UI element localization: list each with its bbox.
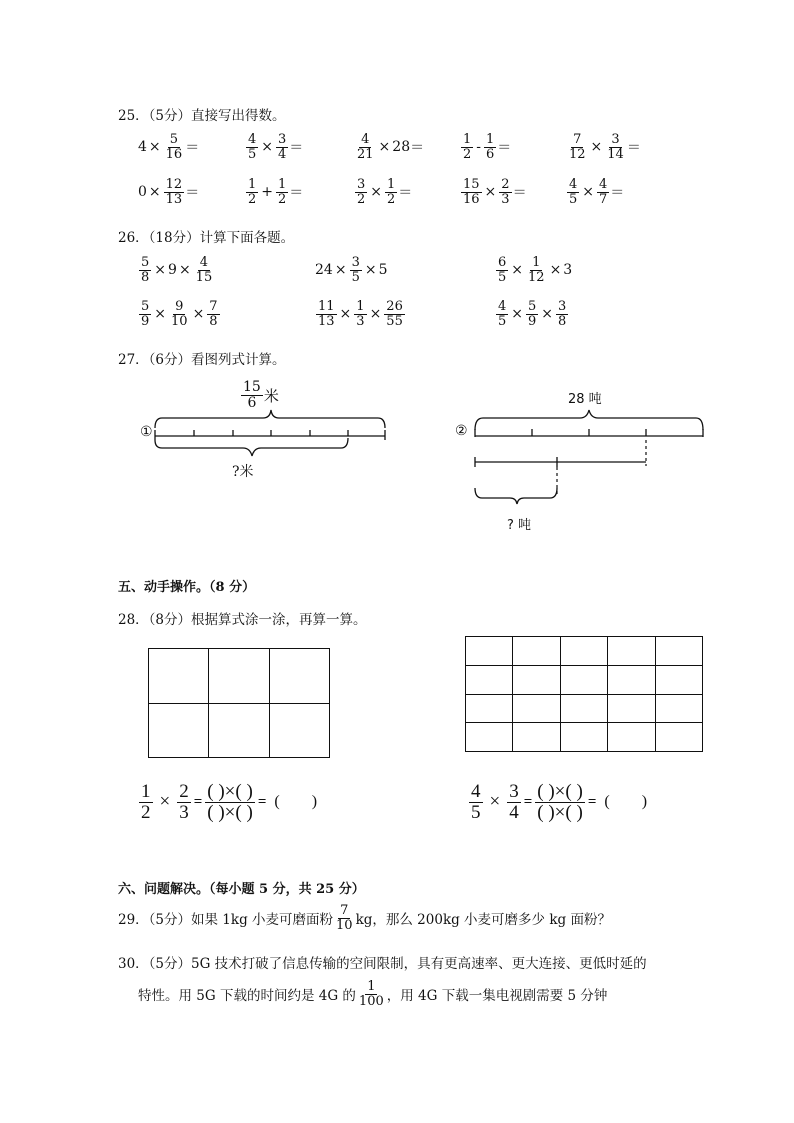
grid-cell[interactable] [466,665,513,694]
grid-cell[interactable] [466,694,513,723]
grid-cell[interactable] [269,703,329,758]
grid-cell[interactable] [655,637,702,666]
grid-cell[interactable] [655,665,702,694]
section5-title: 五、动手操作。（8 分） [118,580,256,595]
grid-2x3[interactable] [148,648,330,758]
grid-cell[interactable] [608,637,655,666]
grid-cell[interactable] [149,703,209,758]
grid-cell[interactable] [655,694,702,723]
grid-cell[interactable] [513,723,560,752]
grid-cell[interactable] [560,723,607,752]
grid-cell[interactable] [513,694,560,723]
q25-expr: $\frac{4}{5}$ × $\frac{3}{4}$ ＝ [248,132,304,162]
q26-expr: 24 × $\frac{3}{5}$ × 5 [315,255,388,285]
grid-cell[interactable] [608,665,655,694]
q26-expr: $\frac{11}{13}$ × $\frac{1}{3}$ × $\frac{26}{55}$ [318,299,403,329]
grid-cell[interactable] [209,703,269,758]
answer-blank[interactable]: ( ) [604,793,648,811]
grid-cell[interactable] [608,723,655,752]
q29: 29．（5分）如果 1kg 小麦可磨面粉 7 10 kg，那么 200kg 小麦可磨多少 kg 面粉？ [118,903,611,933]
q25-expr: $\frac{7}{12}$ × $\frac{3}{14}$ ＝ [569,132,641,162]
q26-expr: $\frac{5}{9}$ × $\frac{9}{10}$ × $\frac{7}{8}$ [141,299,218,329]
grid-cell[interactable] [513,665,560,694]
grid-4x5[interactable] [465,636,703,752]
q25-expr: 1 2 + $\frac{1}{2}$ ＝ [248,177,304,207]
q25-expr: $\frac{15}{16}$ × $\frac{2}{3}$ ＝ [463,177,527,207]
q25-expr: $\frac{4}{5}$ × $\frac{4}{7}$ ＝ [569,177,625,207]
grid-cell[interactable] [560,694,607,723]
q25-header: 25．（5分）直接写出得数。 [118,108,286,124]
q28-header: 28．（8分）根据算式涂一涂，再算一算。 [118,612,367,628]
grid-cell[interactable] [513,637,560,666]
q25-expr: $\frac{4}{21}$ × 28 ＝ [357,132,425,162]
answer-blank[interactable]: ( ) [274,793,318,811]
q26-expr: $\frac{6}{5}$ × $\frac{1}{12}$ × 3 [498,255,573,285]
q25-expr: 0 × $\frac{12}{13}$ ＝ [138,177,200,207]
grid-cell[interactable] [149,649,209,704]
q30-line1: 30．（5分）5G 技术打破了信息传输的空间限制，具有更高速率、更大连接、更低时延的 [118,956,647,972]
q28-right-equation: $\frac{4}{5}$ × $\frac{3}{4}$ = ( )×( ) ( )×( ) = ( ) [471,781,648,823]
diagram1-top-label: 15 6 米 [243,379,279,411]
q28-left-equation: $\frac{1}{2}$ × $\frac{2}{3}$ = ( )×( ) ( )×( ) = ( ) [141,781,318,823]
diagram1-bottom-label: ?米 [232,464,254,480]
q30-line2: 特性。用 5G 下载的时间约是 4G 的 1 100 ，用 4G 下载一集电视剧需要 5 分钟 [138,979,608,1009]
section6-title: 六、问题解决。（每小题 5 分，共 25 分） [118,882,365,897]
q25-expr: 1 2 - 1 6 ＝ [463,132,512,162]
q25-expr: 4 × $\frac{5}{16}$ ＝ [138,132,200,162]
grid-cell[interactable] [560,637,607,666]
diagram2-bottom-label: ? 吨 [507,518,532,533]
grid-cell[interactable] [466,723,513,752]
diagram1-marker: ① [140,424,153,440]
grid-cell[interactable] [608,694,655,723]
q26-expr: $\frac{5}{8}$ × 9 × $\frac{4}{15}$ [141,255,213,285]
q26-header: 26．（18分）计算下面各题。 [118,230,295,246]
q26-expr: $\frac{4}{5}$ × $\frac{5}{9}$ × $\frac{3}{8}$ [498,299,567,329]
grid-cell[interactable] [209,649,269,704]
q25-expr: $\frac{3}{2}$ × $\frac{1}{2}$ ＝ [357,177,413,207]
q27-header: 27．（6分）看图列式计算。 [118,352,286,368]
grid-cell[interactable] [466,637,513,666]
grid-cell[interactable] [269,649,329,704]
grid-cell[interactable] [560,665,607,694]
grid-cell[interactable] [655,723,702,752]
diagram2-top-label: 28 吨 [568,392,602,407]
diagram2-marker: ② [455,423,468,439]
